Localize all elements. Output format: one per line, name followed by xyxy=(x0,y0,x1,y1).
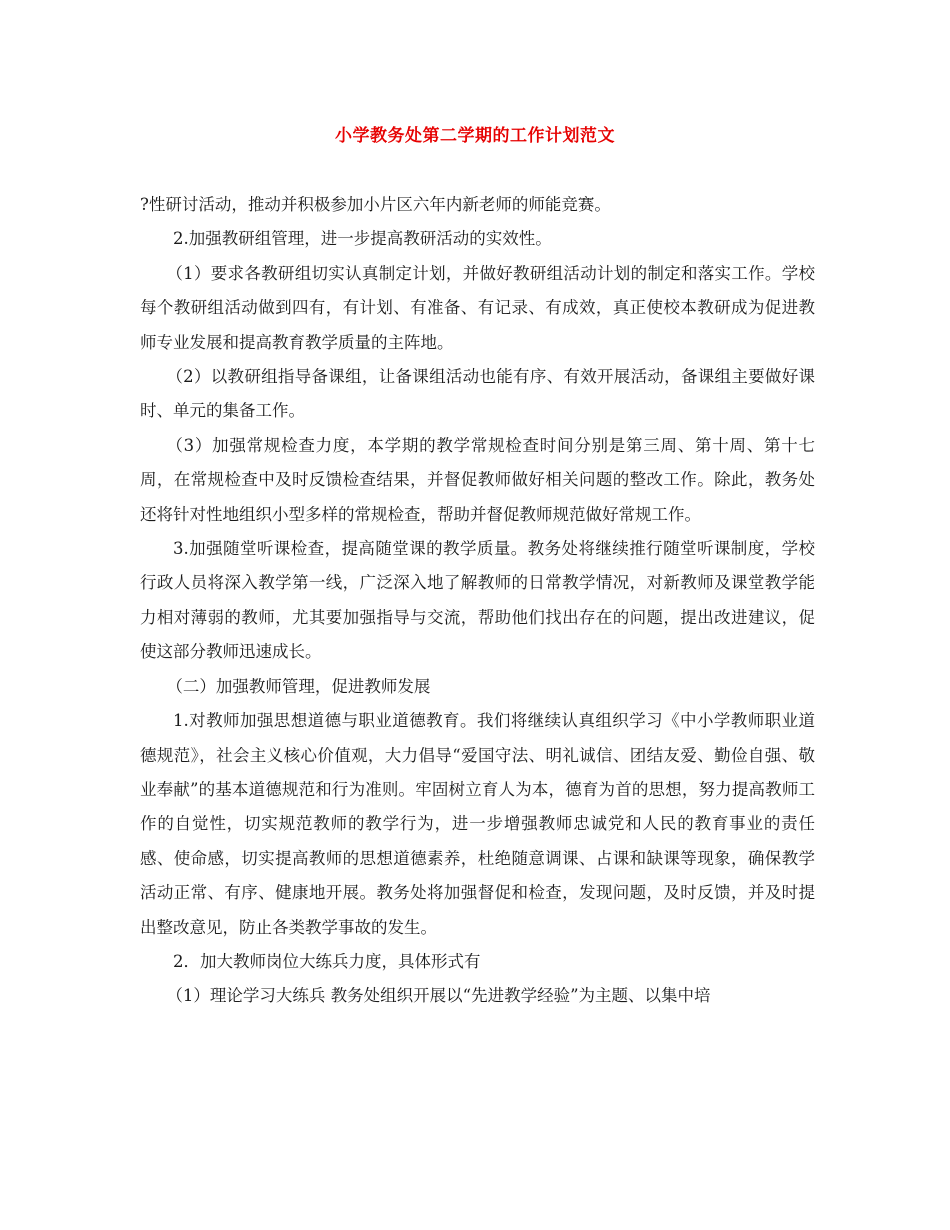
paragraph-1: ?性研讨活动，推动并积极参加小片区六年内新老师的师能竞赛。 xyxy=(140,195,611,214)
paragraph-8: 1.对教师加强思想道德与职业道德教育。我们将继续认真组织学习《中小学教师职业道德规范》，社会主义核心价值观，大力倡导“爱国守法、明礼诚信、团结友爱、勤俭自强、敬业奉献”的基本道德规范和行为准则。牢固树立育人为本，德育为首的思想，努力提高教师工作的自觉性，切实规范教师的教学行为，进一步增强教师忠诚党和人民的教育事业的责任感、使命感，切实提高教师的思想道德素养，杜绝随意调课、占课和缺课等现象，确保教学活动正常、有序、健康地开展。教务处将加强督促和检查，发现问题，及时反馈，并及时提出整改意见，防止各类教学事故的发生。 xyxy=(140,711,815,937)
paragraph-2: 2.加强教研组管理，进一步提高教研活动的实效性。 xyxy=(173,229,552,249)
document-body xyxy=(140,188,815,1014)
document-title: 小学教务处第二学期的工作计划范文 xyxy=(335,126,615,146)
paragraph-9: 2．加大教师岗位大练兵力度，具体形式有 xyxy=(173,951,481,971)
paragraph-6: 3.加强随堂听课检查，提高随堂课的教学质量。教务处将继续推行随堂听课制度，学校行政人员将深入教学第一线，广泛深入地了解教师的日常教学情况，对新教师及课堂教学能力相对薄弱的教师，尤其要加强指导与交流，帮助他们找出存在的问题，提出改进建议，促使这部分教师迅速成长。 xyxy=(140,539,815,662)
paragraph-4: （2）以教研组指导备课组，让备课组活动也能有序、有效开展活动，备课组主要做好课时、单元的集备工作。 xyxy=(140,367,815,421)
paragraph-5: （3）加强常规检查力度，本学期的教学常规检查时间分别是第三周、第十周、第十七周，在常规检查中及时反馈检查结果，并督促教师做好相关问题的整改工作。除此，教务处还将针对性地组织小型多样的常规检查，帮助并督促教师规范做好常规工作。 xyxy=(140,435,815,524)
paragraph-10: （1）理论学习大练兵 教务处组织开展以“先进教学经验”为主题、以集中培 xyxy=(166,986,711,1006)
paragraph-3: （1）要求各教研组切实认真制定计划，并做好教研组活动计划的制定和落实工作。学校每个教研组活动做到四有，有计划、有准备、有记录、有成效，真正使校本教研成为促进教师专业发展和提高教育教学质量的主阵地。 xyxy=(140,263,815,352)
section-heading: （二）加强教师管理，促进教师发展 xyxy=(166,676,431,696)
